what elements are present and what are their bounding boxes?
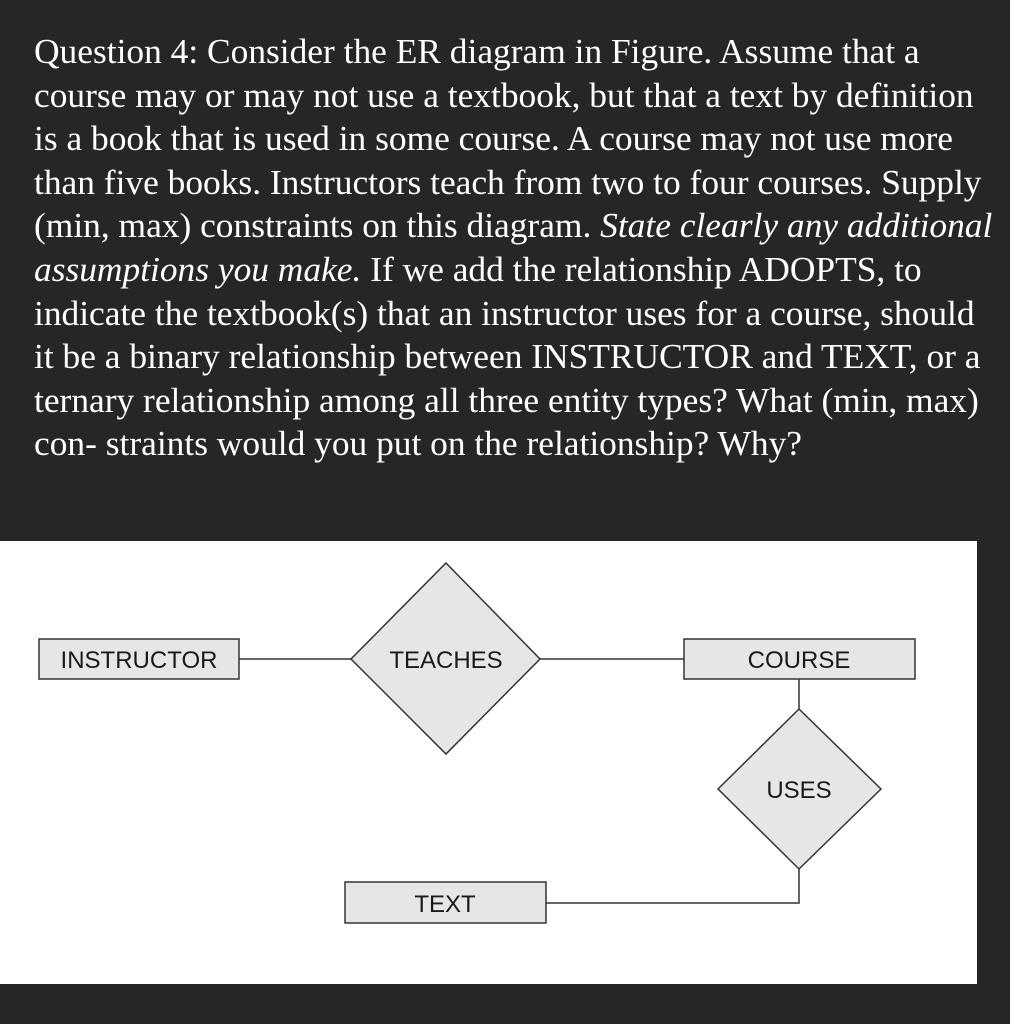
question-text [34,30,994,466]
relationship-uses [718,709,881,869]
relationship-teaches-label: TEACHES [389,647,503,674]
question-body: Question 4: Consider the ER diagram in Figure. Assume that a course may or may not use a textbook, but that a text by definition is a book that is used in some course. A course may not use more than five books. Instructors teach from two to four courses. Supply (min, max) constraints on this diagram. [34,31,982,246]
entity-instructor-label: INSTRUCTOR [60,647,218,674]
entity-instructor [39,639,239,679]
question-emphasis: State clearly any additional assumptions you make. [34,205,993,289]
entity-course [684,639,915,679]
er-diagram [0,541,977,984]
entity-course-label: COURSE [747,647,851,674]
question-continuation: If we add the relationship ADOPTS, to indicate the textbook(s) that an instructor uses for a course, should it be a binary relationship between INSTRUCTOR and TEXT, or a ternary relationship among all three entity types? What (min, max) con- straints would you put on the relationship? Why? [34,248,981,464]
er-diagram-figure [0,541,977,984]
relationship-uses-label: USES [766,777,832,804]
entity-text-label: TEXT [414,891,476,918]
relationship-teaches [351,563,540,754]
entity-text [345,882,546,923]
uses-text-link [546,869,799,903]
